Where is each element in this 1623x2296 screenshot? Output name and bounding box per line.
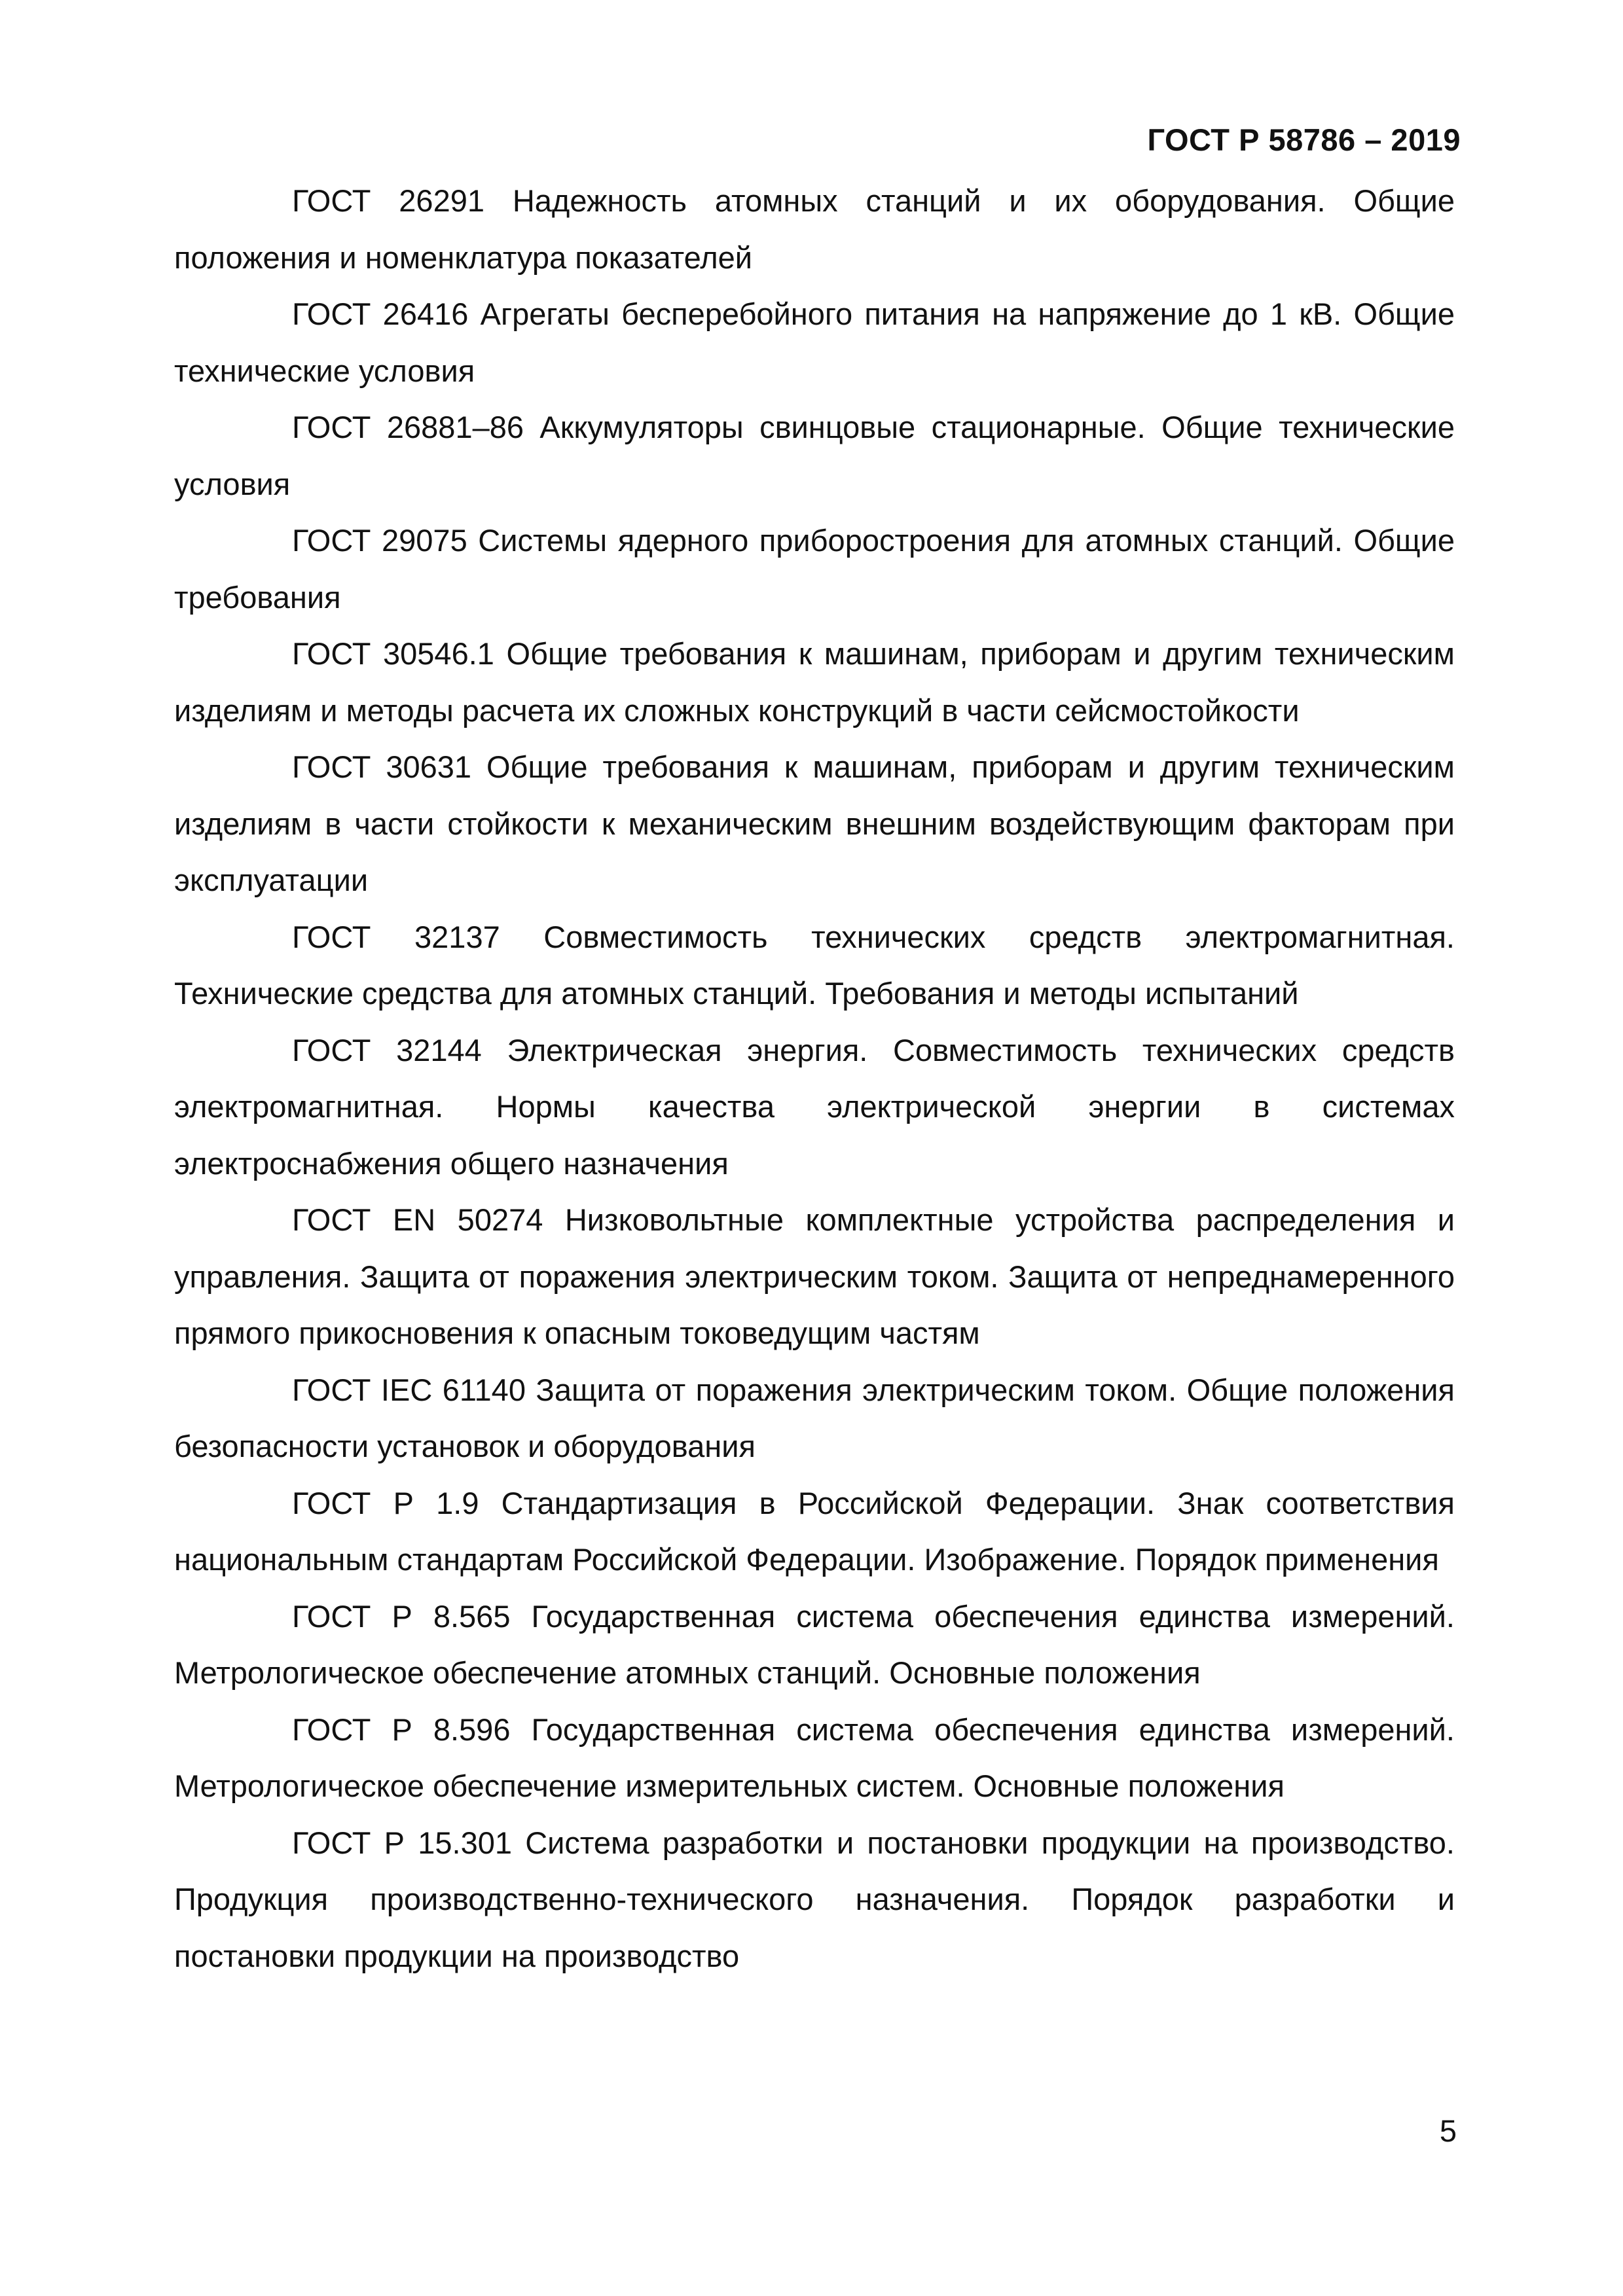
reference-entry-gost-r-15-301: ГОСТ Р 15.301 Система разработки и постановки продукции на производство. Продукция производственно-технического назначения. Порядок разработки и постановки продукции на производство — [174, 1825, 1455, 1973]
reference-entry-gost-26416: ГОСТ 26416 Агрегаты бесперебойного питания на напряжение до 1 кВ. Общие технические условия — [174, 296, 1455, 388]
normative-references-list — [174, 173, 1455, 1984]
reference-entry-gost-r-8-596: ГОСТ Р 8.596 Государственная система обеспечения единства измерений. Метрологическое обеспечение измерительных систем. Основные положения — [174, 1712, 1455, 1803]
reference-entry-gost-32144: ГОСТ 32144 Электрическая энергия. Совместимость технических средств электромагнитная. Нормы качества электрической энергии в системах электроснабжения общего назначения — [174, 1032, 1455, 1181]
document-code-header: ГОСТ Р 58786 – 2019 — [1147, 122, 1461, 157]
reference-entry-gost-30546-1: ГОСТ 30546.1 Общие требования к машинам, приборам и другим техническим изделиям и методы расчета их сложных конструкций в части сейсмостойкости — [174, 636, 1455, 728]
reference-entry-gost-30631: ГОСТ 30631 Общие требования к машинам, приборам и другим техническим изделиям в части стойкости к механическим внешним воздействующим факторам при эксплуатации — [174, 749, 1455, 897]
reference-entry-gost-r-1-9: ГОСТ Р 1.9 Стандартизация в Российской Федерации. Знак соответствия национальным стандартам Российской Федерации. Изображение. Порядок применения — [174, 1485, 1455, 1577]
reference-entry-gost-iec-61140: ГОСТ IEC 61140 Защита от поражения электрическим током. Общие положения безопасности установок и оборудования — [174, 1372, 1455, 1463]
reference-entry-gost-26291: ГОСТ 26291 Надежность атомных станций и их оборудования. Общие положения и номенклатура показателей — [174, 183, 1455, 275]
reference-entry-gost-r-8-565: ГОСТ Р 8.565 Государственная система обеспечения единства измерений. Метрологическое обеспечение атомных станций. Основные положения — [174, 1598, 1455, 1690]
reference-entry-gost-29075: ГОСТ 29075 Системы ядерного приборостроения для атомных станций. Общие требования — [174, 523, 1455, 615]
reference-entry-gost-en-50274: ГОСТ EN 50274 Низковольтные комплектные устройства распределения и управления. Защита от поражения электрическим током. Защита от непреднамеренного прямого прикосновения к опасным токоведущим частям — [174, 1202, 1455, 1350]
page-number: 5 — [1439, 2113, 1457, 2148]
reference-entry-gost-26881: ГОСТ 26881–86 Аккумуляторы свинцовые стационарные. Общие технические условия — [174, 410, 1455, 501]
reference-entry-gost-32137: ГОСТ 32137 Совместимость технических средств электромагнитная. Технические средства для атомных станций. Требования и методы испытаний — [174, 919, 1455, 1011]
